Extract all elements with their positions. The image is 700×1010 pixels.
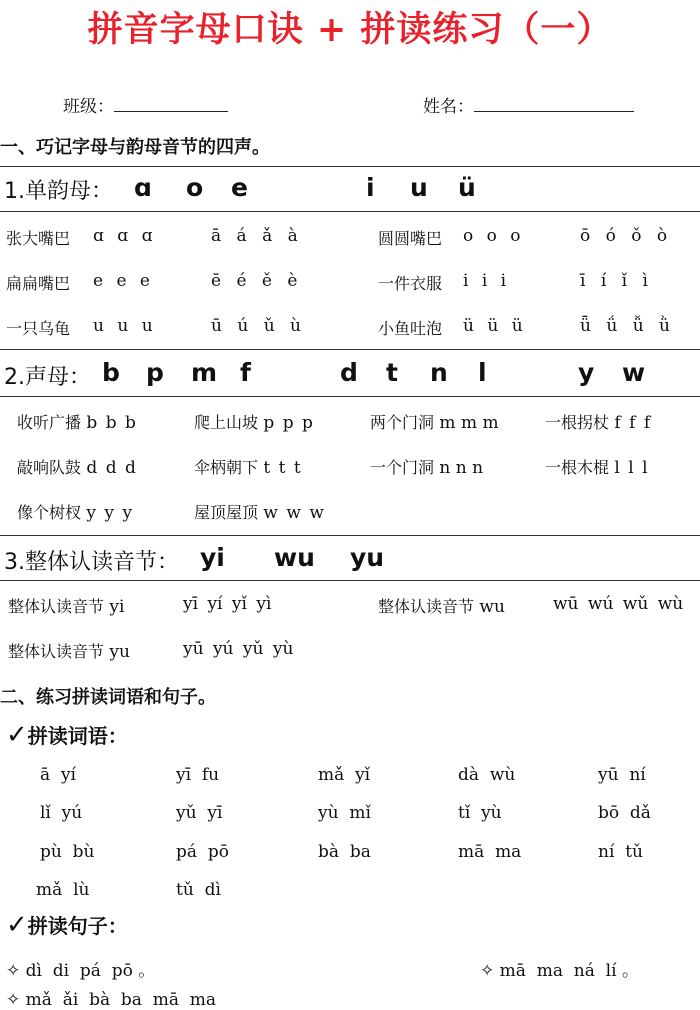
vowel-repeat: u u u [93, 316, 153, 336]
word-item: mǎ yǐ [318, 765, 371, 785]
vowel-tones: ē é ě è [211, 271, 298, 291]
vowel-repeat: o o o [463, 226, 521, 246]
whole-item: 整体认读音节 yu [8, 642, 130, 662]
divider [0, 166, 700, 167]
vowel-letter: o [186, 173, 204, 202]
vowel-repeat: e e e [93, 271, 150, 291]
checkmark-icon: ✓ [6, 910, 28, 940]
vowel-letter: i [366, 173, 375, 202]
word-item: bà ba [318, 842, 371, 862]
vowel-tones: ā á ǎ à [211, 226, 298, 246]
class-field [63, 92, 228, 117]
word-item: bō dǎ [598, 803, 651, 823]
vowel-rhyme: 扁扁嘴巴 [6, 274, 71, 293]
divider [0, 349, 700, 350]
word-item: tǔ dì [176, 880, 221, 900]
whole-label: 3.整体认读音节： [4, 550, 179, 575]
word-item: mā ma [458, 842, 522, 862]
initial-item: 两个门洞 m m m [370, 413, 499, 433]
initial-letter: n [430, 358, 448, 387]
whole-item: 整体认读音节 yi [8, 597, 125, 617]
vowels-label: 1.单韵母： [4, 179, 113, 204]
word-item: pù bù [40, 842, 95, 862]
sentence-item: ✧ mā ma ná lí 。 [480, 961, 639, 981]
initial-item: 一根拐杖 f f f [545, 413, 651, 433]
initial-item: 一根木棍 l l l [545, 458, 648, 478]
initial-item: 一个门洞 n n n [370, 458, 484, 478]
vowel-rhyme: 一只乌龟 [6, 319, 71, 338]
words-header [6, 720, 128, 750]
initial-letter: m [191, 358, 218, 387]
vowel-repeat: i i i [463, 271, 507, 291]
word-item: tǐ yù [458, 803, 502, 823]
whole-syllable: wu [274, 543, 315, 572]
word-item: yǔ yī [176, 803, 223, 823]
vowel-rhyme: 圆圆嘴巴 [378, 229, 443, 248]
vowel-tones: ū ú ǔ ù [211, 316, 302, 336]
sentences-header [6, 910, 128, 940]
initial-item: 屋顶屋顶 w w w [194, 503, 324, 523]
word-item: yù mǐ [318, 803, 371, 823]
vowel-repeat: ɑ ɑ ɑ [93, 226, 153, 246]
checkmark-icon: ✓ [6, 720, 28, 750]
sentence-item: ✧ dì di pá pō 。 [6, 961, 156, 981]
initial-letter: w [622, 358, 646, 387]
word-item: mǎ lù [36, 880, 90, 900]
word-item: dà wù [458, 765, 516, 785]
name-label: 姓名： [423, 97, 474, 117]
sentence-item: ✧ mǎ ǎi bà ba mā ma [6, 990, 217, 1010]
class-input-line[interactable] [114, 95, 228, 112]
divider [0, 580, 700, 581]
initials-label: 2.声母： [4, 365, 91, 390]
initial-letter: y [578, 358, 595, 387]
name-field [423, 92, 634, 117]
vowel-letter: u [410, 173, 428, 202]
words-label: 拼读词语： [27, 724, 128, 748]
word-item: pá pō [176, 842, 229, 862]
divider [0, 396, 700, 397]
class-label: 班级： [63, 97, 114, 117]
vowel-letter: ɑ [134, 173, 152, 202]
whole-tones: wū wú wǔ wù [553, 594, 684, 614]
initial-letter: p [146, 358, 164, 387]
word-item: ā yí [40, 765, 76, 785]
section2-heading: 二、练习拼读词语和句子。 [0, 687, 216, 708]
divider [0, 535, 700, 536]
word-item: lǐ yú [40, 803, 83, 823]
whole-tones: yī yí yǐ yì [183, 594, 272, 614]
vowel-tones: ō ó ǒ ò [580, 226, 668, 246]
sentences-label: 拼读句子： [27, 914, 128, 938]
initial-letter: t [386, 358, 398, 387]
whole-syllable: yi [200, 543, 225, 572]
divider [0, 211, 700, 212]
word-item: yū ní [598, 765, 646, 785]
vowel-letter: e [231, 173, 248, 202]
vowel-tones: ī í ǐ ì [580, 271, 648, 291]
section1-heading: 一、巧记字母与韵母音节的四声。 [0, 137, 270, 158]
whole-item: 整体认读音节 wu [378, 597, 505, 617]
page-title: 拼音字母口诀 + 拼读练习（一） [87, 10, 613, 50]
initials-header [4, 360, 91, 391]
word-item: ní tǔ [598, 842, 643, 862]
whole-syllable: yu [350, 543, 385, 572]
word-item: yī fu [176, 765, 220, 785]
vowel-rhyme: 小鱼吐泡 [378, 319, 443, 338]
vowels-header [4, 174, 113, 205]
initial-letter: b [102, 358, 120, 387]
initial-item: 敲响队鼓 d d d [17, 458, 136, 478]
initial-item: 收听广播 b b b [17, 413, 136, 433]
initial-letter: f [240, 358, 251, 387]
initial-item: 爬上山坡 p p p [194, 413, 313, 433]
vowel-letter: ü [458, 173, 476, 202]
vowel-repeat: ü ü ü [463, 316, 523, 336]
initial-letter: d [340, 358, 358, 387]
initial-item: 像个树杈 y y y [17, 503, 133, 523]
whole-header [4, 545, 179, 576]
name-input-line[interactable] [474, 95, 634, 112]
initial-letter: l [478, 358, 487, 387]
initial-item: 伞柄朝下 t t t [194, 458, 301, 478]
vowel-tones: ǖ ǘ ǚ ǜ [580, 316, 671, 336]
whole-tones: yū yú yǔ yù [183, 639, 294, 659]
vowel-rhyme: 张大嘴巴 [6, 229, 71, 248]
vowel-rhyme: 一件衣服 [378, 274, 443, 293]
